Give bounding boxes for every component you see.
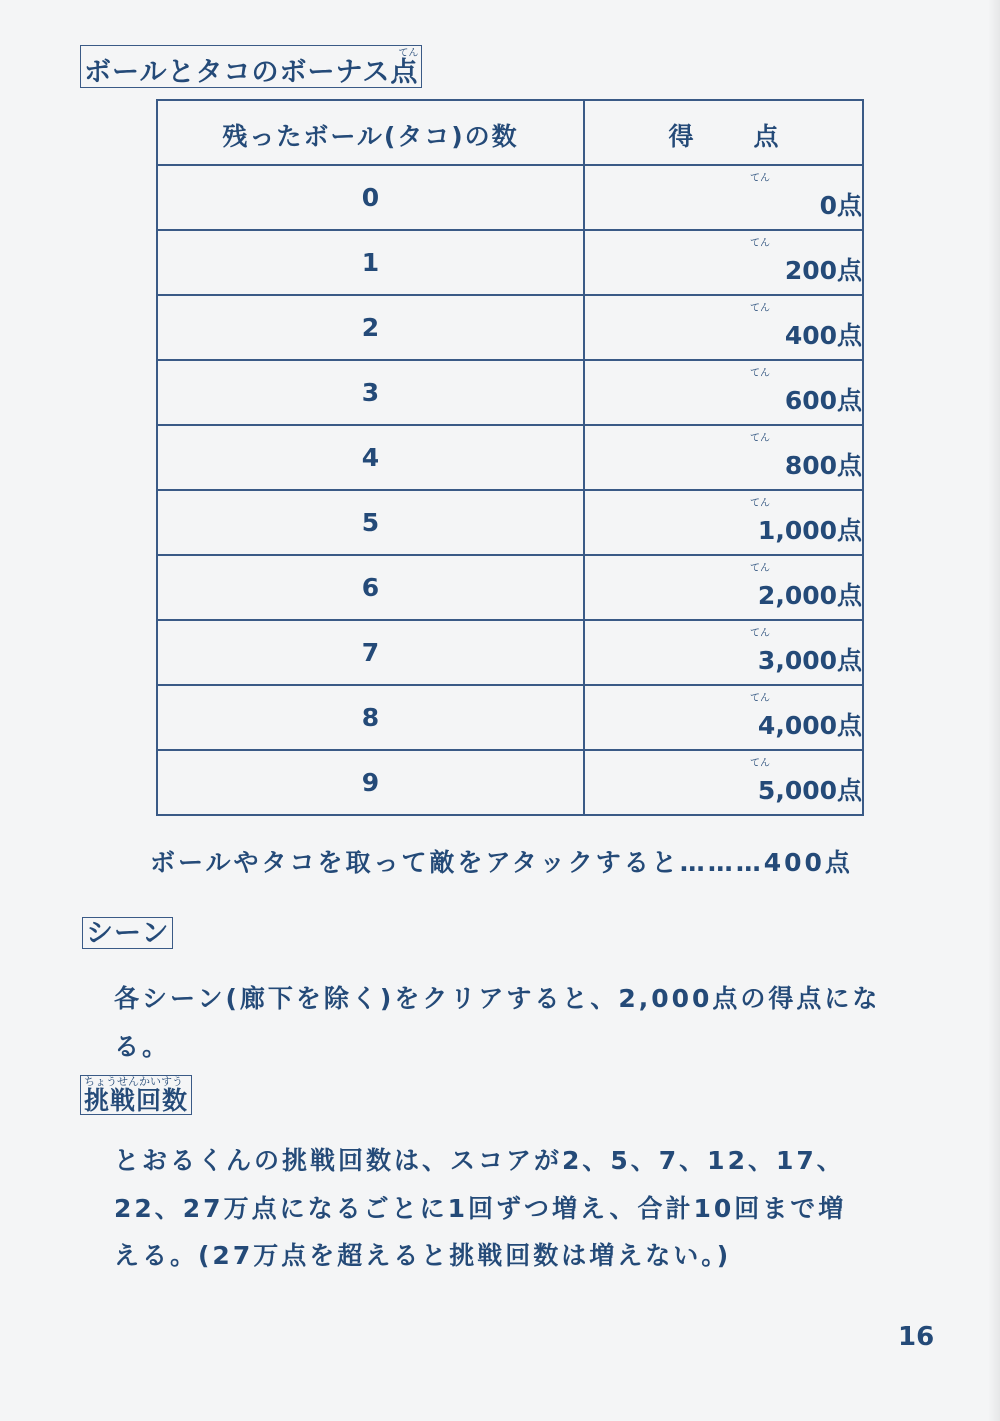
points-ruby: てん bbox=[750, 628, 770, 639]
header-count: 残ったボール(タコ)の数 bbox=[222, 122, 519, 151]
count-cell: 1 bbox=[157, 230, 584, 295]
table-row bbox=[157, 620, 863, 685]
table-row bbox=[157, 425, 863, 490]
points-cell bbox=[584, 360, 863, 425]
count-cell: 3 bbox=[157, 360, 584, 425]
points-value: 800点 bbox=[784, 450, 862, 480]
count-cell: 2 bbox=[157, 295, 584, 360]
count-cell: 9 bbox=[157, 750, 584, 815]
count-cell: 6 bbox=[157, 555, 584, 620]
count-cell: 4 bbox=[157, 425, 584, 490]
scene-heading: シーン bbox=[82, 917, 173, 949]
bonus-table bbox=[156, 99, 864, 816]
challenge-text-line-2: 22、27万点になるごとに1回ずつ増え、合計10回まで増 bbox=[114, 1194, 847, 1223]
bonus-heading bbox=[80, 45, 422, 88]
table-row bbox=[157, 750, 863, 815]
challenge-text-line-3: える。(27万点を超えると挑戦回数は増えない。) bbox=[114, 1241, 732, 1270]
count-cell: 0 bbox=[157, 165, 584, 230]
points-value: 600点 bbox=[784, 385, 862, 415]
points-value: 3,000点 bbox=[757, 645, 862, 675]
points-cell bbox=[584, 750, 863, 815]
table-row bbox=[157, 685, 863, 750]
table-row bbox=[157, 360, 863, 425]
attack-note: ボールやタコを取って敵をアタックすると………400点 bbox=[150, 848, 853, 877]
scene-text-line-2: る。 bbox=[114, 1032, 171, 1061]
table-row bbox=[157, 165, 863, 230]
count-cell: 5 bbox=[157, 490, 584, 555]
points-ruby: てん bbox=[750, 173, 770, 184]
count-cell: 7 bbox=[157, 620, 584, 685]
page-edge bbox=[988, 0, 1000, 1421]
points-ruby: てん bbox=[750, 433, 770, 444]
points-cell bbox=[584, 295, 863, 360]
header-score-cell bbox=[584, 100, 863, 165]
table-header-row bbox=[157, 100, 863, 165]
table-row bbox=[157, 295, 863, 360]
points-ruby: てん bbox=[750, 693, 770, 704]
points-value: 200点 bbox=[784, 255, 862, 285]
points-value: 1,000点 bbox=[757, 515, 862, 545]
points-value: 5,000点 bbox=[757, 775, 862, 805]
points-cell bbox=[584, 230, 863, 295]
points-value: 4,000点 bbox=[757, 710, 862, 740]
table-row bbox=[157, 555, 863, 620]
count-cell: 8 bbox=[157, 685, 584, 750]
bonus-heading-ruby: てん bbox=[398, 48, 419, 59]
header-count-cell bbox=[157, 100, 584, 165]
header-score-2: 点 bbox=[753, 122, 779, 151]
points-value: 2,000点 bbox=[757, 580, 862, 610]
points-cell bbox=[584, 555, 863, 620]
points-cell bbox=[584, 490, 863, 555]
table-row bbox=[157, 490, 863, 555]
points-ruby: てん bbox=[750, 563, 770, 574]
scene-text-line-1: 各シーン(廊下を除く)をクリアすると、2,000点の得点にな bbox=[114, 984, 881, 1013]
points-cell bbox=[584, 165, 863, 230]
points-ruby: てん bbox=[750, 368, 770, 379]
points-cell bbox=[584, 685, 863, 750]
points-cell bbox=[584, 425, 863, 490]
challenge-heading bbox=[80, 1075, 192, 1115]
page-number: 16 bbox=[898, 1322, 935, 1352]
challenge-heading-title: 挑戦回数 bbox=[84, 1086, 189, 1115]
points-ruby: てん bbox=[750, 758, 770, 769]
points-ruby: てん bbox=[750, 238, 770, 249]
bonus-heading-title: ボールとタコのボーナス点 bbox=[84, 57, 419, 88]
points-value: 400点 bbox=[784, 320, 862, 350]
points-cell bbox=[584, 620, 863, 685]
challenge-text-line-1: とおるくんの挑戦回数は、スコアが2、5、7、12、17、 bbox=[114, 1146, 845, 1175]
points-ruby: てん bbox=[750, 498, 770, 509]
points-value: 0点 bbox=[819, 190, 862, 220]
points-ruby: てん bbox=[750, 303, 770, 314]
header-score-1: 得 bbox=[668, 122, 694, 151]
table-row bbox=[157, 230, 863, 295]
challenge-heading-ruby: ちょうせんかいすう bbox=[84, 1075, 183, 1088]
